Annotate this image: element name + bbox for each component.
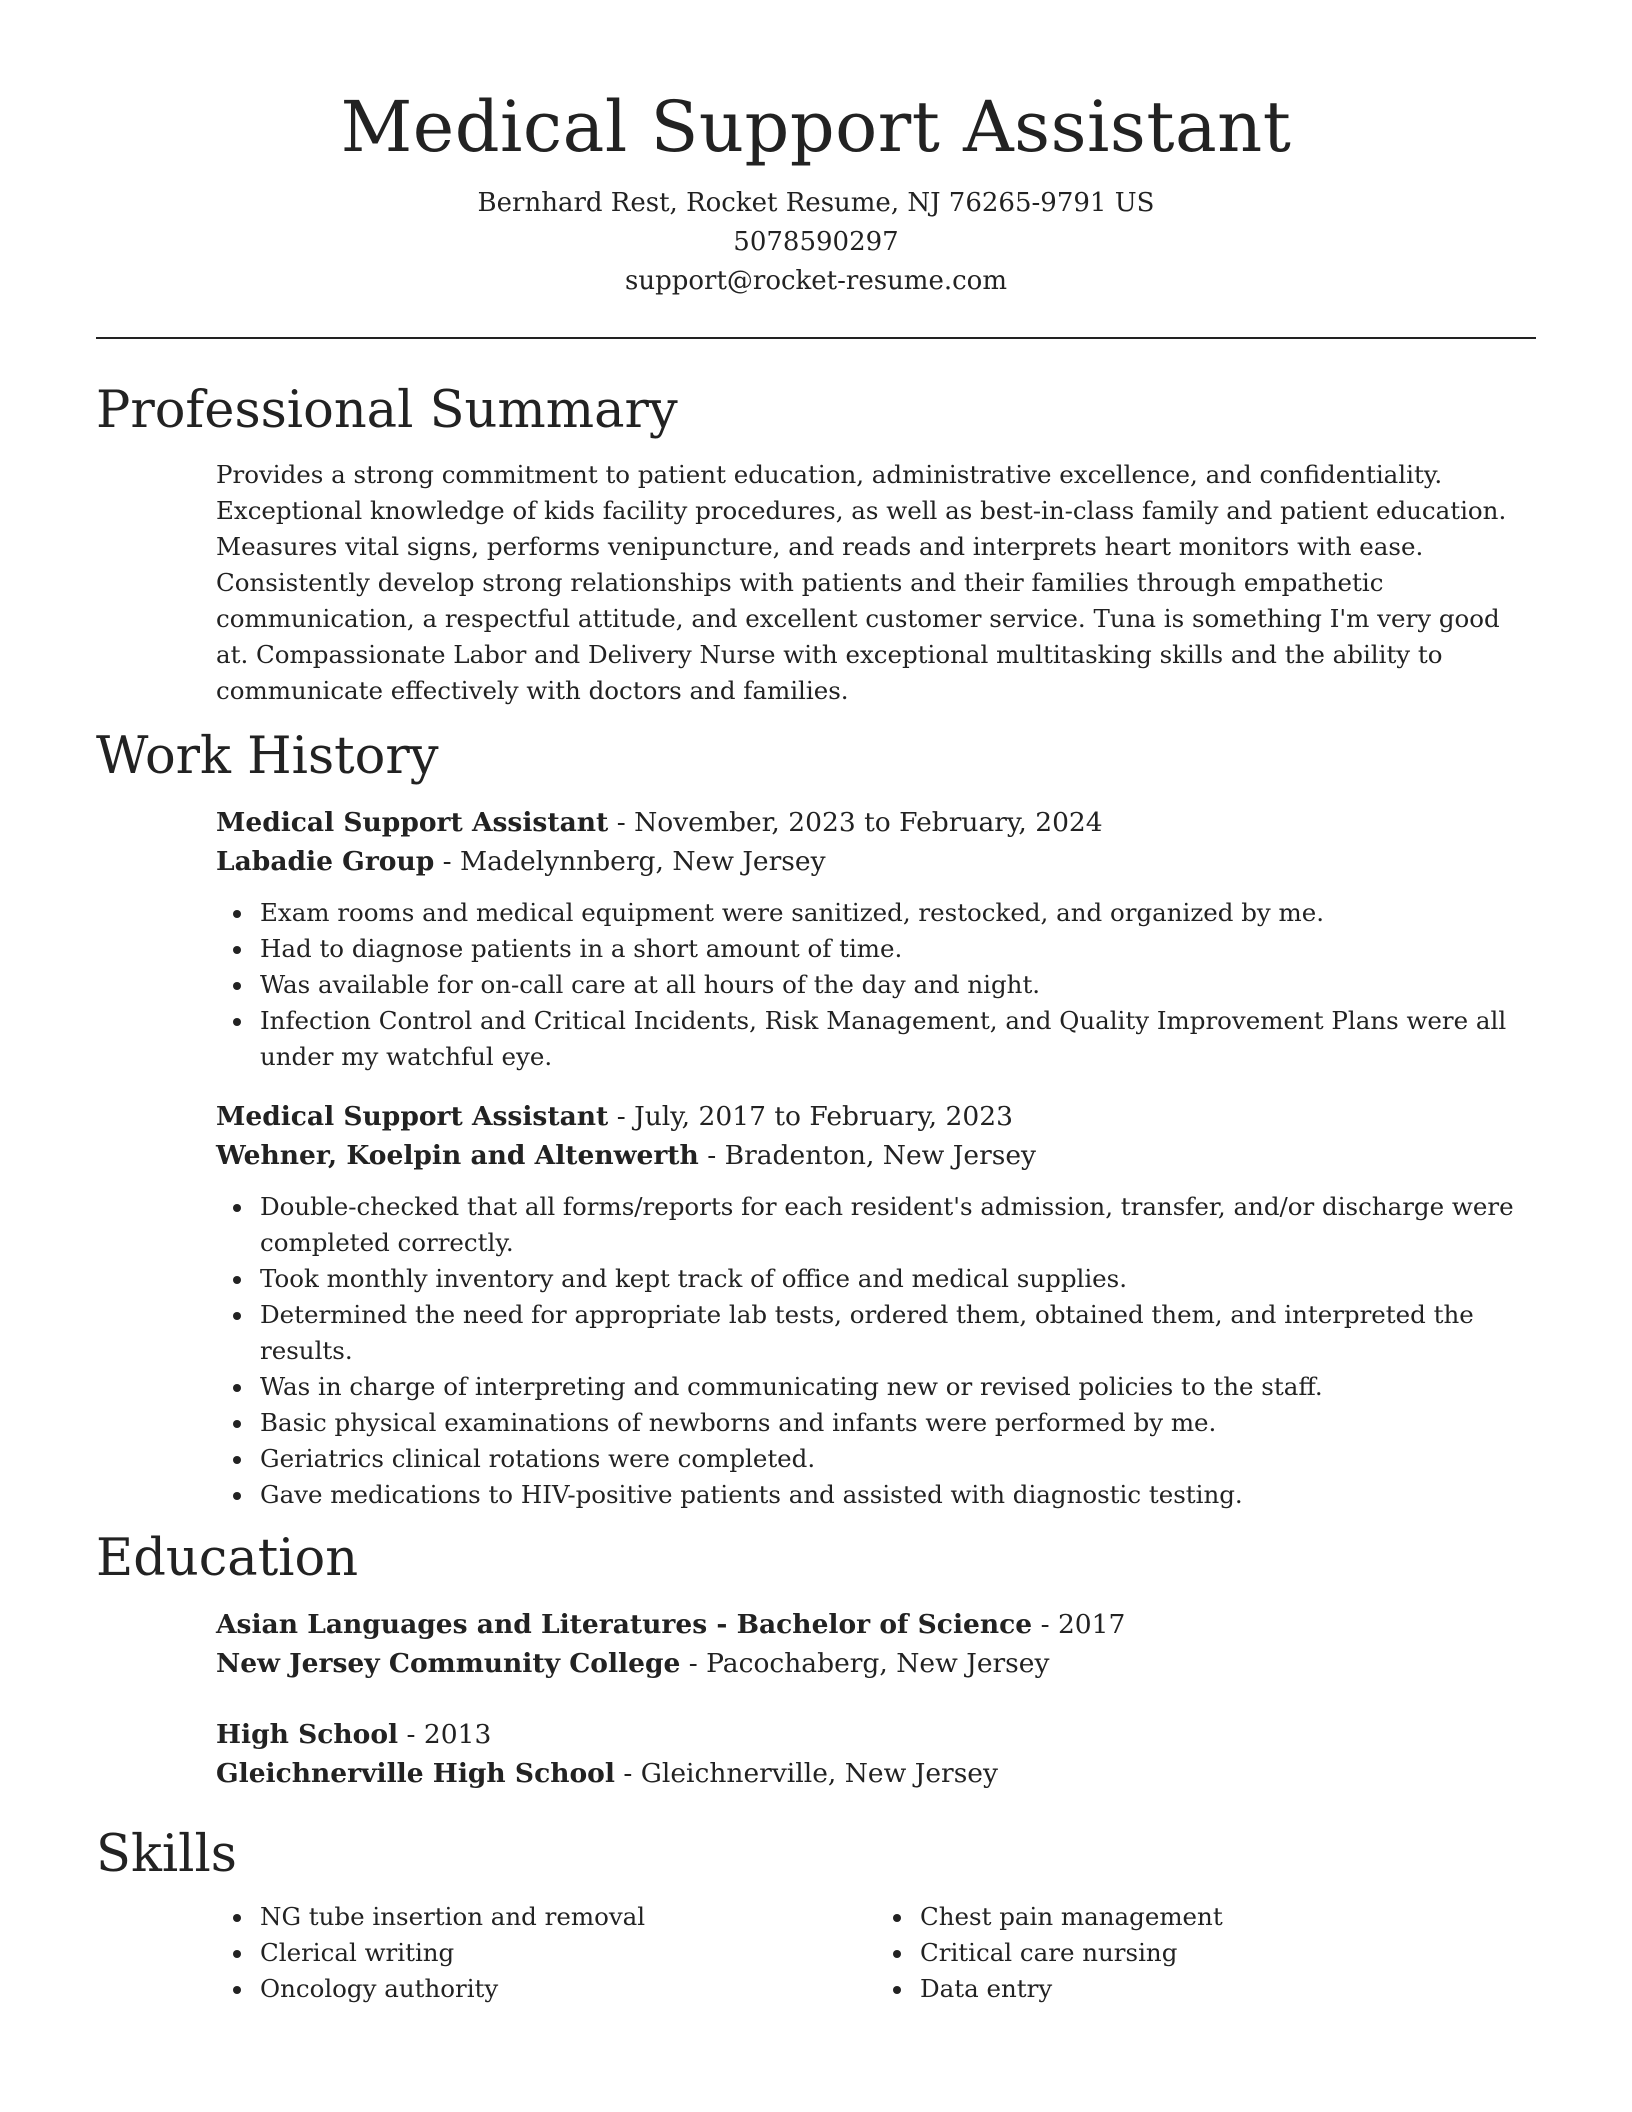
education-year: - 2017: [1032, 1609, 1126, 1640]
education-year: - 2013: [398, 1719, 492, 1750]
section-title-skills: Skills: [96, 1825, 237, 1884]
job-location: - Madelynnberg, New Jersey: [434, 846, 826, 877]
job-role-line: [216, 1097, 1536, 1136]
skills-list-right: [876, 1899, 1536, 2007]
skill-item: Clerical writing: [260, 1935, 876, 1971]
skill-item: Chest pain management: [920, 1899, 1536, 1935]
list-item: Had to diagnose patients in a short amount of time.: [260, 931, 1536, 967]
applicant-title: Medical Support Assistant: [340, 86, 1292, 168]
education-school-line: [216, 1644, 1536, 1683]
summary-paragraph: Provides a strong commitment to patient education, administrative excellence, and confidentiality. Exceptional knowledge of kids facility procedures, as well as best-in-class family and patient education. Measures vital signs, performs venipuncture, and reads and interprets heart monitors with ease. Consistently develop strong relationships with patients and their families through empathetic communication, a respectful attitude, and excellent customer service. Tuna is something I'm very good at. Compassionate Labor and Delivery Nurse with exceptional multitasking skills and the ability to communicate effectively with doctors and families.: [216, 460, 1507, 705]
list-item: Was in charge of interpreting and communicating new or revised policies to the staff.: [260, 1369, 1536, 1405]
list-item: Took monthly inventory and kept track of office and medical supplies.: [260, 1261, 1536, 1297]
job-duties-list: [216, 895, 1536, 1075]
contact-address: Bernhard Rest, Rocket Resume, NJ 76265-9791 US: [477, 188, 1155, 218]
education-degree-line: [216, 1715, 1536, 1754]
resume-header: [96, 0, 1536, 301]
skill-item: Oncology authority: [260, 1971, 876, 2007]
education-location: - Pacochaberg, New Jersey: [680, 1648, 1050, 1679]
list-item: Gave medications to HIV-positive patients and assisted with diagnostic testing.: [260, 1477, 1536, 1513]
skills-columns: [216, 1899, 1536, 2007]
contact-phone: 5078590297: [733, 227, 899, 257]
skills-list-left: [216, 1899, 876, 2007]
job-company: Labadie Group: [216, 846, 435, 877]
education-school: New Jersey Community College: [216, 1648, 681, 1679]
list-item: Exam rooms and medical equipment were sanitized, restocked, and organized by me.: [260, 895, 1536, 931]
section-title-summary: Professional Summary: [96, 381, 678, 440]
contact-email: support@rocket-resume.com: [624, 266, 1007, 296]
education-school: Gleichnerville High School: [216, 1758, 615, 1789]
education-entry: [216, 1605, 1536, 1683]
education-school-line: [216, 1754, 1536, 1793]
job-role: Medical Support Assistant: [216, 1101, 609, 1132]
job-company: Wehner, Koelpin and Altenwerth: [216, 1140, 699, 1171]
job-location: - Bradenton, New Jersey: [698, 1140, 1036, 1171]
section-title-work-history: Work History: [96, 727, 439, 786]
list-item: Was available for on-call care at all hours of the day and night.: [260, 967, 1536, 1003]
skill-item: NG tube insertion and removal: [260, 1899, 876, 1935]
skill-item: Critical care nursing: [920, 1935, 1536, 1971]
job-company-line: [216, 1136, 1536, 1175]
job-entry: [216, 803, 1536, 1075]
section-title-education: Education: [96, 1529, 359, 1588]
list-item: Geriatrics clinical rotations were completed.: [260, 1441, 1536, 1477]
header-divider: [96, 337, 1536, 339]
job-dates: - November, 2023 to February, 2024: [608, 807, 1103, 838]
list-item: Determined the need for appropriate lab tests, ordered them, obtained them, and interpreted the results.: [260, 1297, 1536, 1369]
job-role-line: [216, 803, 1536, 842]
list-item: Infection Control and Critical Incidents, Risk Management, and Quality Improvement Plans were all under my watchful eye.: [260, 1003, 1536, 1075]
job-entry: [216, 1097, 1536, 1513]
list-item: Basic physical examinations of newborns and infants were performed by me.: [260, 1405, 1536, 1441]
job-company-line: [216, 842, 1536, 881]
education-location: - Gleichnerville, New Jersey: [614, 1758, 998, 1789]
list-item: Double-checked that all forms/reports for each resident's admission, transfer, and/or discharge were completed correctly.: [260, 1189, 1536, 1261]
education-degree: High School: [216, 1719, 399, 1750]
education-entry: [216, 1715, 1536, 1793]
job-duties-list: [216, 1189, 1536, 1513]
contact-info: [96, 184, 1536, 301]
job-role: Medical Support Assistant: [216, 807, 609, 838]
education-degree: Asian Languages and Literatures - Bachelor of Science: [216, 1609, 1033, 1640]
education-degree-line: [216, 1605, 1536, 1644]
resume-page: [96, 0, 1536, 2007]
job-dates: - July, 2017 to February, 2023: [608, 1101, 1013, 1132]
skill-item: Data entry: [920, 1971, 1536, 2007]
